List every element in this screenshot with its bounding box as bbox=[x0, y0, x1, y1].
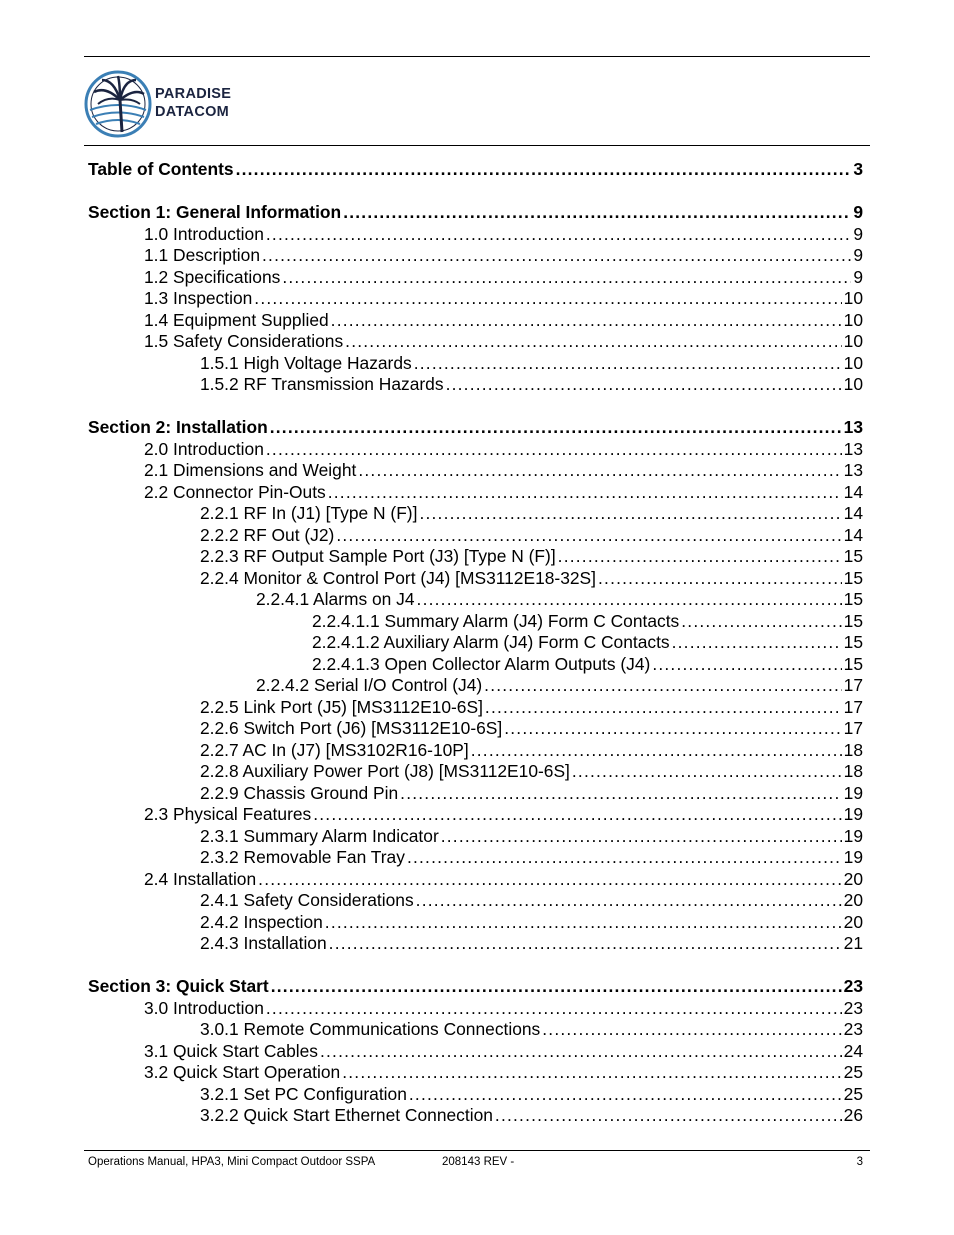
toc-entry-page-number: 14 bbox=[843, 503, 863, 523]
toc-entry[interactable] bbox=[200, 696, 863, 718]
toc-entry-page-number: 15 bbox=[843, 589, 863, 609]
toc-entry-page-number: 10 bbox=[843, 352, 863, 373]
toc-entry[interactable] bbox=[144, 266, 863, 288]
footer-doc-number: 208143 REV - bbox=[442, 1156, 515, 1168]
toc-entry-page-number: 15 bbox=[843, 610, 863, 631]
toc-entry-title: 1.0 Introduction bbox=[144, 223, 264, 244]
toc-dot-leader bbox=[419, 502, 841, 524]
toc-entry-title: 2.3 Physical Features bbox=[144, 804, 312, 824]
toc-entry-page-number: 15 bbox=[843, 546, 863, 566]
toc-entry[interactable] bbox=[200, 932, 863, 954]
toc-entry-page-number: 15 bbox=[843, 653, 863, 674]
toc-entry-title: Section 1: General Information bbox=[88, 202, 342, 222]
toc-entry-page-number: 9 bbox=[853, 266, 863, 287]
toc-entry-page-number: 20 bbox=[843, 911, 863, 932]
toc-entry-title: 2.2.4 Monitor & Control Port (J4) [MS3112E18-32S] bbox=[200, 567, 596, 588]
header-bottom-rule bbox=[84, 145, 870, 146]
toc-entry-title: 2.2.3 RF Output Sample Port (J3) [Type N (F)] bbox=[200, 546, 556, 566]
paradise-datacom-logo bbox=[84, 70, 264, 140]
toc-dot-leader bbox=[416, 889, 842, 911]
toc-dot-leader bbox=[495, 1104, 842, 1126]
toc-entry[interactable] bbox=[200, 524, 863, 546]
toc-entry-page-number: 9 bbox=[853, 223, 863, 244]
toc-dot-leader bbox=[345, 330, 842, 352]
toc-entry-title: 2.4.1 Safety Considerations bbox=[200, 890, 414, 910]
header-top-rule bbox=[84, 56, 870, 57]
toc-entry-page-number: 21 bbox=[843, 933, 863, 953]
toc-dot-leader bbox=[266, 223, 851, 245]
toc-entry-page-number: 20 bbox=[843, 890, 863, 910]
toc-dot-leader bbox=[484, 674, 841, 696]
toc-entry-page-number: 19 bbox=[843, 847, 863, 867]
toc-dot-leader bbox=[331, 309, 842, 331]
toc-entry[interactable] bbox=[200, 889, 863, 911]
footer-page-number: 3 bbox=[856, 1156, 863, 1168]
toc-entry[interactable] bbox=[144, 459, 863, 481]
toc-entry[interactable] bbox=[144, 309, 863, 331]
toc-entry[interactable] bbox=[312, 653, 863, 675]
toc-entry-title: 2.2.8 Auxiliary Power Port (J8) [MS3112E10-6S] bbox=[200, 761, 570, 781]
toc-entry-title: 2.2 Connector Pin-Outs bbox=[144, 481, 326, 502]
toc-entry[interactable] bbox=[312, 631, 863, 653]
toc-dot-leader bbox=[672, 631, 842, 653]
toc-entry-title: 2.2.6 Switch Port (J6) [MS3112E10-6S] bbox=[200, 718, 503, 738]
footer-top-rule bbox=[84, 1150, 870, 1151]
toc-entry[interactable] bbox=[144, 481, 863, 503]
toc-entry-page-number: 14 bbox=[843, 524, 863, 545]
toc-entry[interactable] bbox=[200, 352, 863, 374]
toc-entry[interactable] bbox=[144, 330, 863, 352]
toc-entry-title: Section 2: Installation bbox=[88, 417, 268, 437]
toc-dot-leader bbox=[236, 158, 852, 180]
toc-entry-page-number: 17 bbox=[843, 675, 863, 695]
toc-dot-leader bbox=[407, 846, 842, 868]
toc-entry[interactable] bbox=[200, 911, 863, 933]
toc-entry-title: 3.0 Introduction bbox=[144, 997, 264, 1018]
toc-entry-title: 3.2.2 Quick Start Ethernet Connection bbox=[200, 1105, 493, 1125]
logo-line-1: PARADISE bbox=[155, 86, 232, 102]
toc-entry-page-number: 25 bbox=[843, 1083, 863, 1104]
toc-entry-page-number: 9 bbox=[853, 245, 863, 265]
toc-entry[interactable] bbox=[200, 545, 863, 567]
toc-entry[interactable] bbox=[200, 567, 863, 589]
toc-entry[interactable] bbox=[144, 1061, 863, 1083]
toc-entry-title: 1.1 Description bbox=[144, 245, 260, 265]
toc-dot-leader bbox=[558, 545, 842, 567]
toc-entry-page-number: 23 bbox=[843, 997, 863, 1018]
toc-entry[interactable] bbox=[88, 416, 863, 438]
toc-entry-title: 1.4 Equipment Supplied bbox=[144, 309, 329, 330]
toc-entry-page-number: 24 bbox=[843, 1040, 863, 1061]
toc-dot-leader bbox=[409, 1083, 842, 1105]
toc-entry-page-number: 18 bbox=[843, 739, 863, 760]
toc-entry-page-number: 17 bbox=[843, 718, 863, 738]
toc-dot-leader bbox=[598, 567, 842, 589]
toc-entry-title: Section 3: Quick Start bbox=[88, 976, 269, 996]
toc-entry[interactable] bbox=[144, 1040, 863, 1062]
toc-entry-title: 2.2.4.1.2 Auxiliary Alarm (J4) Form C Contacts bbox=[312, 632, 670, 652]
toc-entry-title: 2.3.1 Summary Alarm Indicator bbox=[200, 825, 439, 846]
toc-entry-page-number: 25 bbox=[843, 1062, 863, 1082]
toc-dot-leader bbox=[266, 438, 842, 460]
toc-entry-page-number: 10 bbox=[843, 374, 863, 394]
toc-entry-title: 1.3 Inspection bbox=[144, 288, 253, 308]
toc-entry-title: 2.4.3 Installation bbox=[200, 933, 327, 953]
toc-entry[interactable] bbox=[200, 502, 863, 524]
toc-entry-title: 2.2.7 AC In (J7) [MS3102R16-10P] bbox=[200, 739, 469, 760]
toc-dot-leader bbox=[417, 588, 842, 610]
toc-entry[interactable] bbox=[144, 223, 863, 245]
toc-dot-leader bbox=[542, 1018, 841, 1040]
toc-entry-title: 1.5.1 High Voltage Hazards bbox=[200, 352, 412, 373]
toc-dot-leader bbox=[282, 266, 851, 288]
toc-entry[interactable] bbox=[200, 782, 863, 804]
toc-dot-leader bbox=[504, 717, 841, 739]
toc-entry[interactable] bbox=[200, 717, 863, 739]
toc-entry-page-number: 13 bbox=[843, 438, 863, 459]
toc-entry-page-number: 15 bbox=[843, 632, 863, 652]
toc-dot-leader bbox=[400, 782, 841, 804]
toc-dot-leader bbox=[572, 760, 842, 782]
toc-entry-page-number: 10 bbox=[843, 331, 863, 351]
toc-entry[interactable] bbox=[200, 1018, 863, 1040]
toc-entry-title: 1.2 Specifications bbox=[144, 266, 281, 287]
palm-tree-emblem-icon bbox=[84, 70, 152, 138]
toc-entry[interactable] bbox=[88, 201, 863, 223]
toc-dot-leader bbox=[343, 201, 851, 223]
toc-entry[interactable] bbox=[88, 158, 863, 180]
toc-entry[interactable] bbox=[144, 244, 863, 266]
toc-entry-title: 2.4.2 Inspection bbox=[200, 911, 323, 932]
toc-entry-page-number: 14 bbox=[843, 481, 863, 502]
toc-entry-page-number: 10 bbox=[843, 309, 863, 330]
toc-entry-page-number: 18 bbox=[843, 761, 863, 781]
toc-entry-page-number: 3 bbox=[853, 159, 863, 179]
toc-entry-title: 2.2.2 RF Out (J2) bbox=[200, 524, 335, 545]
toc-entry-page-number: 19 bbox=[843, 782, 863, 803]
toc-entry-title: 2.0 Introduction bbox=[144, 438, 264, 459]
toc-dot-leader bbox=[471, 739, 842, 761]
toc-entry[interactable] bbox=[144, 287, 863, 309]
toc-entry-title: 2.2.4.2 Serial I/O Control (J4) bbox=[256, 675, 483, 695]
toc-entry-page-number: 10 bbox=[843, 288, 863, 308]
toc-entry-page-number: 23 bbox=[843, 976, 863, 996]
toc-entry-page-number: 26 bbox=[843, 1105, 863, 1125]
toc-entry[interactable] bbox=[312, 610, 863, 632]
toc-entry-page-number: 23 bbox=[843, 1019, 863, 1039]
toc-dot-leader bbox=[328, 481, 842, 503]
toc-entry-page-number: 9 bbox=[853, 202, 863, 222]
toc-entry-title: 2.2.9 Chassis Ground Pin bbox=[200, 782, 399, 803]
toc-entry-title: 2.2.1 RF In (J1) [Type N (F)] bbox=[200, 503, 418, 523]
toc-entry[interactable] bbox=[200, 739, 863, 761]
toc-entry-title: 2.2.4.1.3 Open Collector Alarm Outputs (J4) bbox=[312, 653, 651, 674]
toc-dot-leader bbox=[358, 459, 841, 481]
toc-entry-page-number: 17 bbox=[843, 696, 863, 717]
toc-entry-page-number: 19 bbox=[843, 825, 863, 846]
toc-entry-title: 2.4 Installation bbox=[144, 868, 257, 889]
toc-entry-title: 3.0.1 Remote Communications Connections bbox=[200, 1019, 541, 1039]
toc-dot-leader bbox=[446, 373, 842, 395]
toc-dot-leader bbox=[414, 352, 842, 374]
toc-entry[interactable] bbox=[200, 1104, 863, 1126]
toc-entry[interactable] bbox=[144, 868, 863, 890]
toc-entry-page-number: 15 bbox=[843, 567, 863, 588]
toc-entry-title: 2.3.2 Removable Fan Tray bbox=[200, 847, 405, 867]
toc-dot-leader bbox=[652, 653, 841, 675]
toc-entry[interactable] bbox=[256, 674, 863, 696]
logo-wordmark bbox=[155, 85, 231, 121]
toc-dot-leader bbox=[342, 1061, 841, 1083]
toc-dot-leader bbox=[313, 803, 841, 825]
toc-dot-leader bbox=[681, 610, 841, 632]
toc-dot-leader bbox=[270, 416, 842, 438]
toc-dot-leader bbox=[254, 287, 841, 309]
toc-entry-page-number: 20 bbox=[843, 868, 863, 889]
toc-dot-leader bbox=[325, 911, 842, 933]
toc-dot-leader bbox=[258, 868, 842, 890]
toc-entry[interactable] bbox=[256, 588, 863, 610]
toc-entry-title: 3.1 Quick Start Cables bbox=[144, 1040, 318, 1061]
toc-dot-leader bbox=[320, 1040, 842, 1062]
toc-dot-leader bbox=[336, 524, 841, 546]
toc-dot-leader bbox=[271, 975, 842, 997]
toc-dot-leader bbox=[266, 997, 842, 1019]
toc-entry-title: Table of Contents bbox=[88, 159, 234, 179]
toc-entry[interactable] bbox=[200, 373, 863, 395]
toc-entry-title: 2.2.4.1.1 Summary Alarm (J4) Form C Contacts bbox=[312, 610, 680, 631]
toc-entry[interactable] bbox=[200, 825, 863, 847]
toc-entry-title: 1.5.2 RF Transmission Hazards bbox=[200, 374, 444, 394]
toc-entry-title: 3.2.1 Set PC Configuration bbox=[200, 1083, 407, 1104]
footer-manual-title: Operations Manual, HPA3, Mini Compact Outdoor SSPA bbox=[88, 1156, 376, 1168]
toc-dot-leader bbox=[262, 244, 851, 266]
toc-dot-leader bbox=[485, 696, 842, 718]
toc-entry-title: 3.2 Quick Start Operation bbox=[144, 1062, 341, 1082]
toc-entry-page-number: 19 bbox=[843, 804, 863, 824]
toc-entry-page-number: 13 bbox=[843, 417, 863, 437]
toc-entry[interactable] bbox=[200, 760, 863, 782]
toc-entry-title: 2.2.4.1 Alarms on J4 bbox=[256, 589, 415, 609]
toc-entry[interactable] bbox=[144, 438, 863, 460]
toc-dot-leader bbox=[329, 932, 842, 954]
toc-entry[interactable] bbox=[200, 846, 863, 868]
toc-entry[interactable] bbox=[144, 997, 863, 1019]
toc-entry[interactable] bbox=[88, 975, 863, 997]
toc-entry-title: 2.1 Dimensions and Weight bbox=[144, 460, 357, 480]
toc-entry[interactable] bbox=[200, 1083, 863, 1105]
toc-entry-page-number: 13 bbox=[843, 460, 863, 480]
toc-entry[interactable] bbox=[144, 803, 863, 825]
logo-line-2: DATACOM bbox=[155, 104, 230, 120]
toc-dot-leader bbox=[441, 825, 842, 847]
toc-entry-title: 2.2.5 Link Port (J5) [MS3112E10-6S] bbox=[200, 696, 483, 717]
toc-entry-title: 1.5 Safety Considerations bbox=[144, 331, 344, 351]
